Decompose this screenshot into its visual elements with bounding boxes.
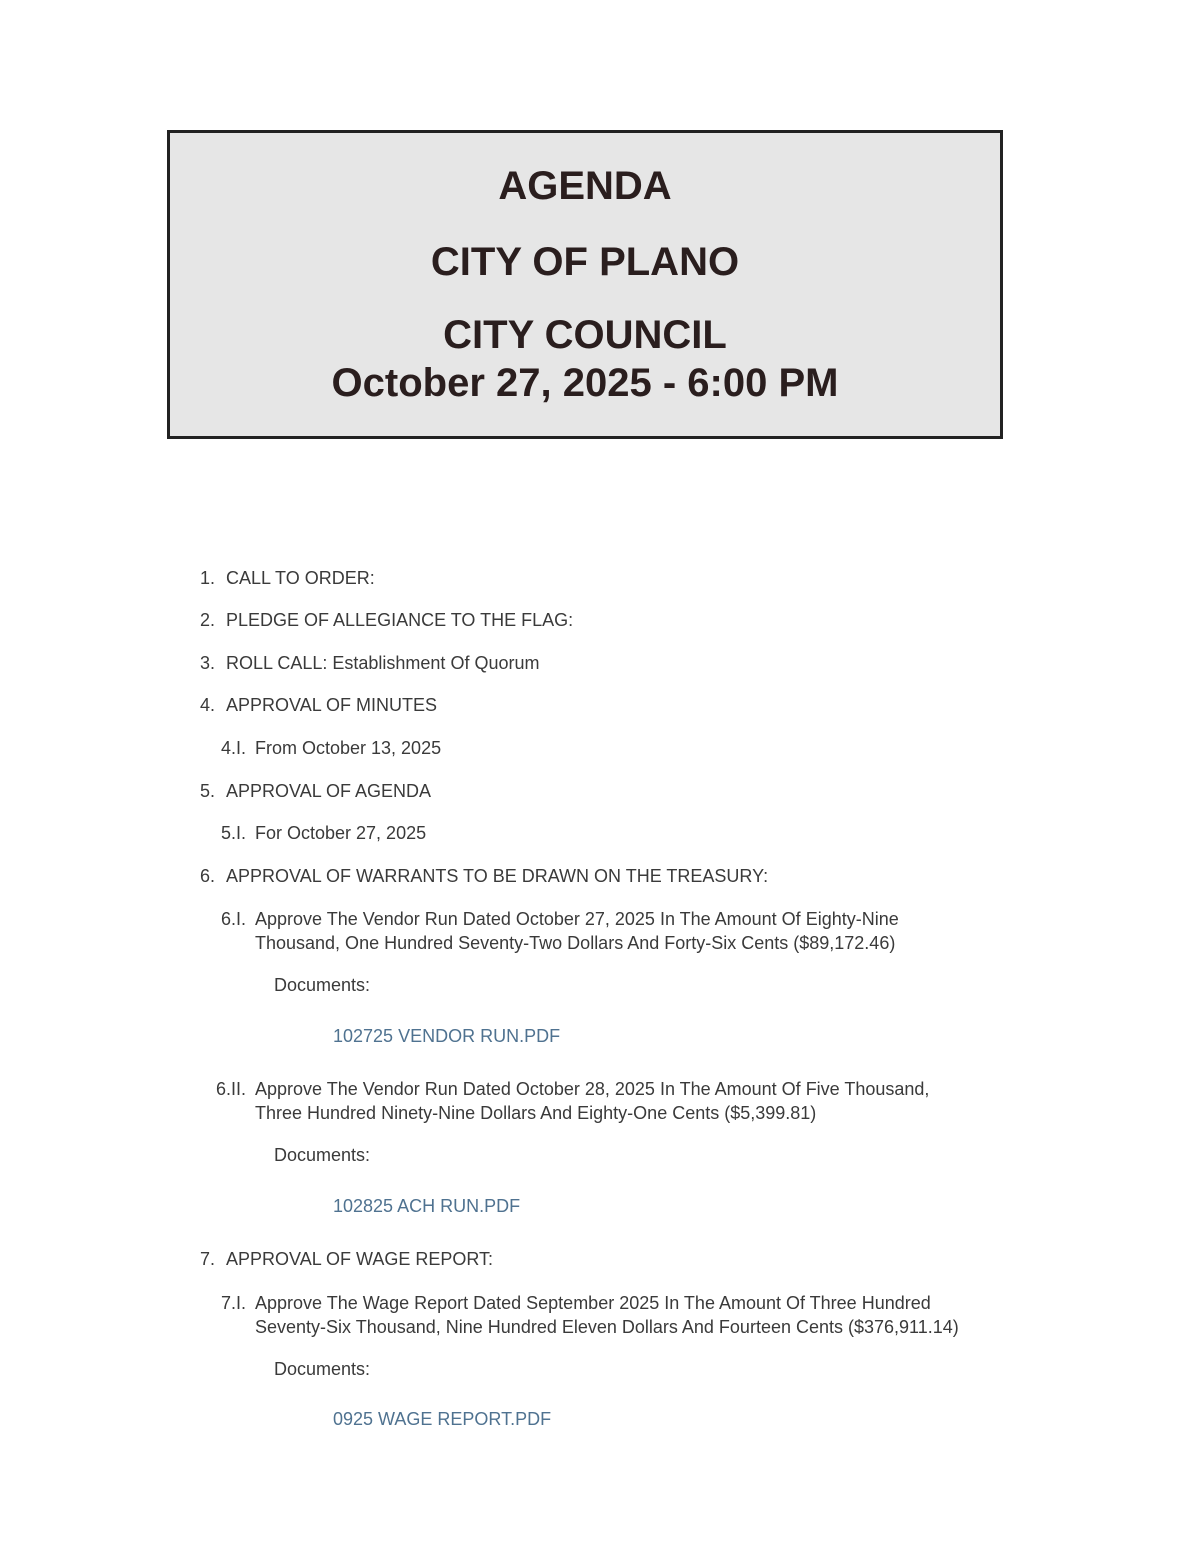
item-number: 6. — [199, 866, 215, 886]
document-link-ach-run[interactable]: 102825 ACH RUN.PDF — [333, 1196, 521, 1216]
item-text-line1: Approve The Vendor Run Dated October 27, 2025 In The Amount Of Eighty-Nine — [255, 909, 899, 929]
item-number: 4.I. — [220, 738, 246, 758]
item-text: APPROVAL OF WARRANTS TO BE DRAWN ON THE TREASURY: — [226, 866, 769, 886]
item-number: 1. — [199, 568, 215, 588]
meeting-datetime: October 27, 2025 - 6:00 PM — [331, 361, 839, 405]
item-text: APPROVAL OF MINUTES — [226, 695, 438, 715]
item-text: APPROVAL OF AGENDA — [226, 781, 432, 801]
documents-label: Documents: — [274, 1359, 371, 1379]
item-number: 5.I. — [220, 823, 246, 843]
item-text-line1: Approve The Wage Report Dated September 2025 In The Amount Of Three Hundred — [255, 1293, 931, 1313]
item-number: 5. — [199, 781, 215, 801]
agenda-title: AGENDA — [498, 164, 672, 208]
item-number: 6.II. — [215, 1079, 246, 1099]
city-name: CITY OF PLANO — [430, 240, 740, 284]
item-number: 7.I. — [220, 1293, 246, 1313]
agenda-header-box — [167, 130, 1003, 439]
document-link-vendor-run[interactable]: 102725 VENDOR RUN.PDF — [333, 1026, 561, 1046]
item-number: 6.I. — [220, 909, 246, 929]
item-number: 3. — [199, 653, 215, 673]
item-text: CALL TO ORDER: — [226, 568, 375, 588]
document-link-wage-report[interactable]: 0925 WAGE REPORT.PDF — [333, 1409, 552, 1429]
documents-label: Documents: — [274, 1145, 371, 1165]
documents-label: Documents: — [274, 975, 371, 995]
item-text: APPROVAL OF WAGE REPORT: — [226, 1249, 494, 1269]
item-number: 2. — [199, 610, 215, 630]
council-name: CITY COUNCIL — [443, 313, 727, 357]
item-number: 4. — [199, 695, 215, 715]
item-text: From October 13, 2025 — [255, 738, 442, 758]
item-text: ROLL CALL: Establishment Of Quorum — [226, 653, 540, 673]
item-text-line2: Three Hundred Ninety-Nine Dollars And Eighty-One Cents ($5,399.81) — [255, 1103, 817, 1123]
item-text-line2: Seventy-Six Thousand, Nine Hundred Eleven Dollars And Fourteen Cents ($376,911.14) — [255, 1317, 959, 1337]
item-text-line1: Approve The Vendor Run Dated October 28, 2025 In The Amount Of Five Thousand, — [255, 1079, 930, 1099]
item-number: 7. — [199, 1249, 215, 1269]
item-text-line2: Thousand, One Hundred Seventy-Two Dollars And Forty-Six Cents ($89,172.46) — [255, 933, 896, 953]
item-text: PLEDGE OF ALLEGIANCE TO THE FLAG: — [226, 610, 574, 630]
item-text: For October 27, 2025 — [255, 823, 427, 843]
